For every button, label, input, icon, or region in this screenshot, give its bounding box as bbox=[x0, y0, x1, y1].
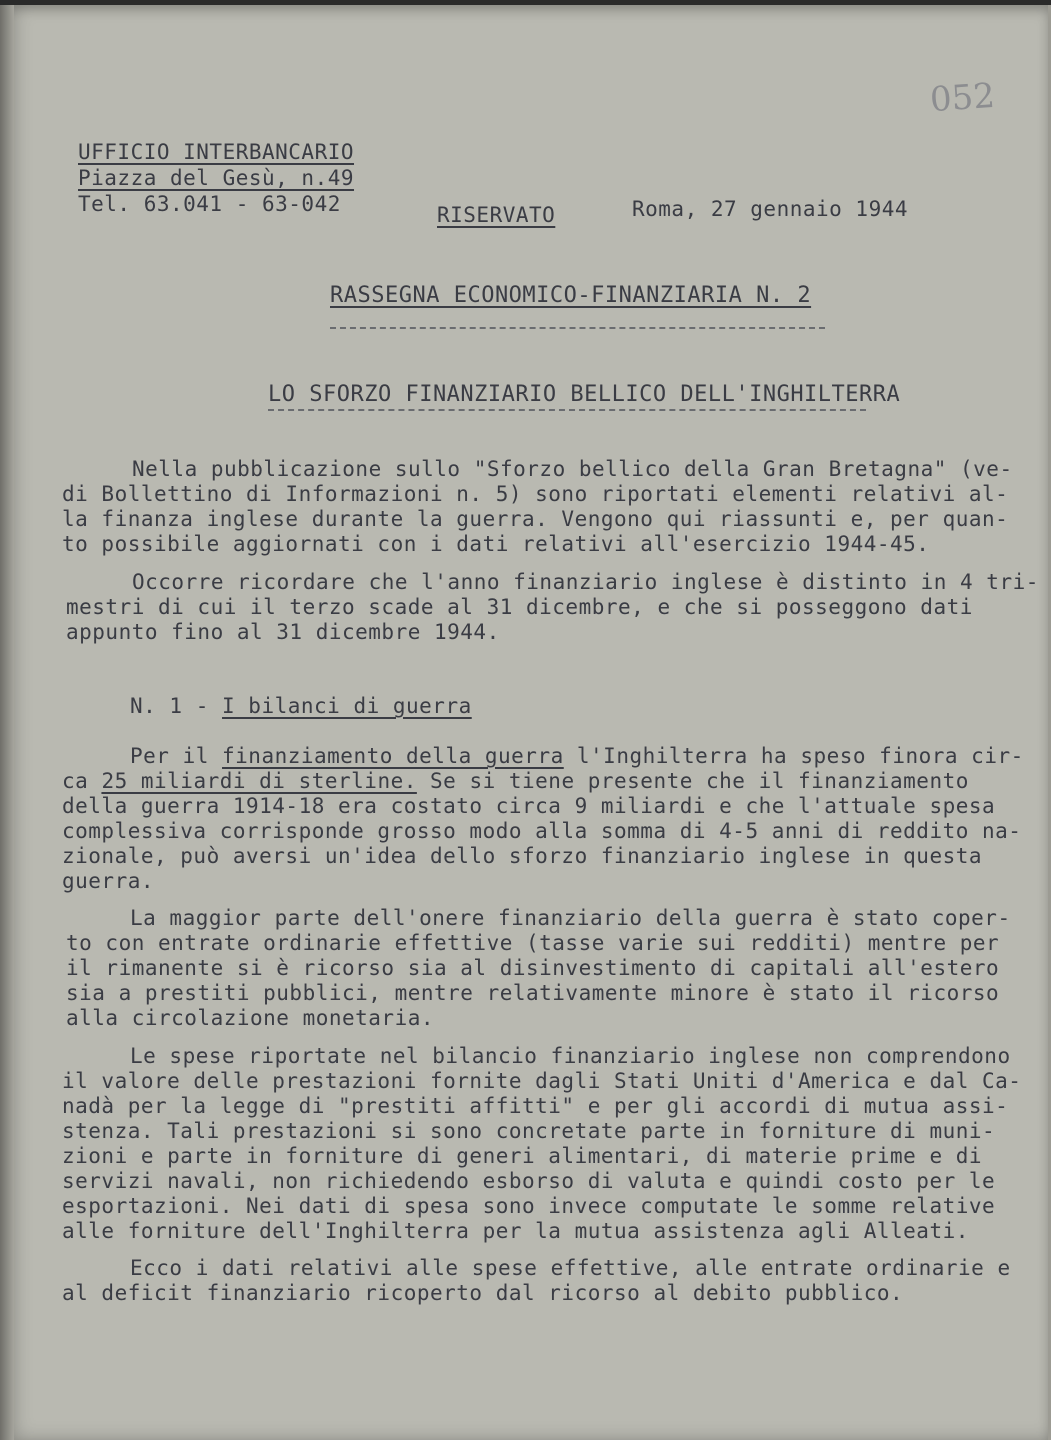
intro-p1-line3: la finanza inglese durante la guerra. Vengono qui riassunti e, per quan- bbox=[62, 507, 1009, 531]
classification-stamp: RISERVATO bbox=[437, 203, 556, 227]
intro-p2-line2: mestri di cui il terzo scade al 31 dicembre, e che si posseggono dati bbox=[66, 595, 973, 619]
s1-p3-line4: stenza. Tali prestazioni si sono concretate parte in forniture di muni- bbox=[62, 1119, 996, 1143]
s1-p1-line5: zionale, può aversi un'idea dello sforzo finanziario inglese in questa bbox=[62, 844, 983, 868]
s1-p2-line1: La maggior parte dell'onere finanziario della guerra è stato coper- bbox=[130, 906, 1011, 930]
place-date: Roma, 27 gennaio 1944 bbox=[632, 197, 909, 221]
archive-number: 052 bbox=[928, 75, 997, 121]
document-title: LO SFORZO FINANZIARIO BELLICO DELL'INGHILTERRA bbox=[268, 382, 901, 407]
s1-p3-line5: zioni e parte in forniture di generi alimentari, di materie prime e di bbox=[62, 1144, 983, 1168]
sender-office: UFFICIO INTERBANCARIO bbox=[78, 140, 355, 164]
intro-p2-line3: appunto fino al 31 dicembre 1944. bbox=[66, 620, 500, 644]
s1-p1-line2: ca 25 miliardi di sterline. Se si tiene presente che il finanziamento bbox=[62, 769, 969, 793]
s1-p2-line4: sia a prestiti pubblici, mentre relativamente minore è stato il ricorso bbox=[66, 981, 1000, 1005]
s1-p1-line4: complessiva corrisponde grosso modo alla somma di 4-5 anni di reddito na- bbox=[62, 819, 1022, 843]
s1-p3-line8: alle forniture dell'Inghilterra per la mutua assistenza agli Alleati. bbox=[62, 1219, 969, 1243]
page-top-edge bbox=[0, 0, 1051, 5]
sender-address: Piazza del Gesù, n.49 bbox=[78, 166, 355, 190]
s1-p3-line2: il valore delle prestazioni fornite dagli Stati Uniti d'America e dal Ca- bbox=[62, 1069, 1022, 1093]
intro-p1-line2: di Bollettino di Informazioni n. 5) sono riportati elementi relativi al- bbox=[62, 482, 1009, 506]
s1-p3-line3: nadà per la legge di "prestiti affitti" e per gli accordi di mutua assi- bbox=[62, 1094, 1009, 1118]
s1-p1-line1: Per il finanziamento della guerra l'Inghilterra ha speso finora cir- bbox=[130, 744, 1024, 768]
s1-p1-line3: della guerra 1914-18 era costato circa 9 miliardi e che l'attuale spesa bbox=[62, 794, 996, 818]
page-binding-edge bbox=[0, 0, 14, 1440]
sender-phone: Tel. 63.041 - 63-042 bbox=[78, 192, 341, 216]
intro-p2-line1: Occorre ricordare che l'anno finanziario inglese è distinto in 4 tri- bbox=[132, 570, 1039, 594]
section1-heading: N. 1 - I bilanci di guerra bbox=[130, 694, 472, 718]
s1-p2-line3: il rimanente si è ricorso sia al disinvestimento di capitali all'estero bbox=[66, 956, 1000, 980]
s1-p3-line6: servizi navali, non richiedendo esborso di valuta e quindi costo per le bbox=[62, 1169, 996, 1193]
s1-p4-line2: al deficit finanziario ricoperto dal ricorso al debito pubblico. bbox=[62, 1281, 904, 1305]
s1-p3-line7: esportazioni. Nei dati di spesa sono invece computate le somme relative bbox=[62, 1194, 996, 1218]
s1-p2-line5: alla circolazione monetaria. bbox=[66, 1006, 435, 1030]
s1-p3-line1: Le spese riportate nel bilancio finanziario inglese non comprendono bbox=[130, 1044, 1011, 1068]
s1-p2-line2: to con entrate ordinarie effettive (tasse varie sui redditi) mentre per bbox=[66, 931, 1000, 955]
series-title: RASSEGNA ECONOMICO-FINANZIARIA N. 2 bbox=[330, 283, 812, 308]
document-title-rule bbox=[268, 409, 866, 411]
intro-p1-line1: Nella pubblicazione sullo "Sforzo bellico della Gran Bretagna" (ve- bbox=[132, 457, 1013, 481]
intro-p1-line4: to possibile aggiornati con i dati relativi all'esercizio 1944-45. bbox=[62, 532, 930, 556]
s1-p4-line1: Ecco i dati relativi alle spese effettive, alle entrate ordinarie e bbox=[130, 1256, 1011, 1280]
series-title-rule bbox=[330, 327, 825, 329]
s1-p1-line6: guerra. bbox=[62, 869, 155, 893]
